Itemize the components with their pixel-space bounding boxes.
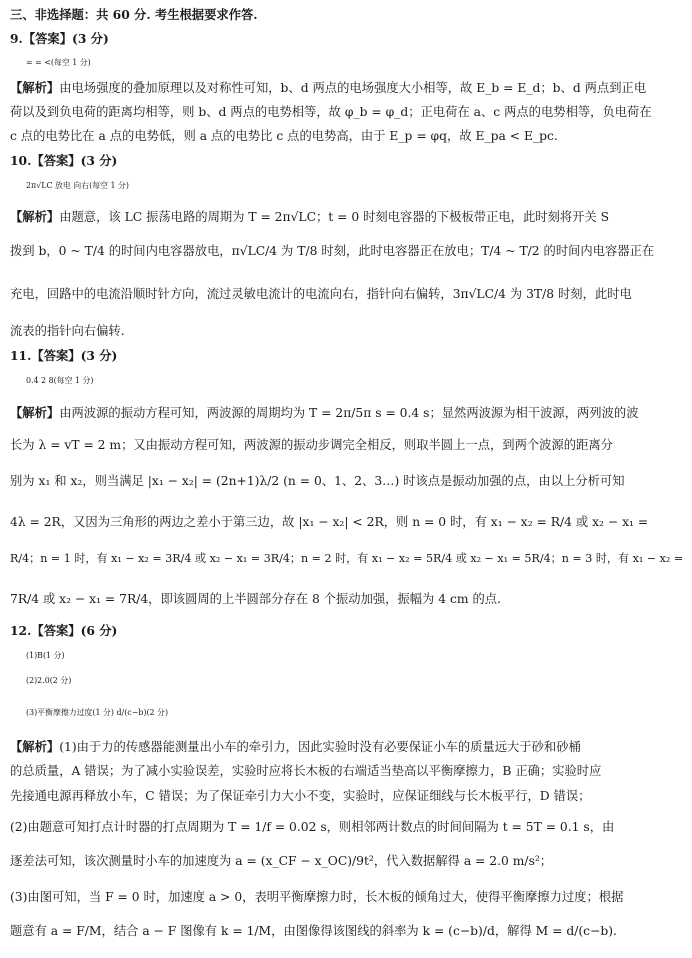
- q11-explanation-line-5: R/4；n = 1 时，有 x₁ − x₂ = 3R/4 或 x₂ − x₁ = 3R/4；n = 2 时，有 x₁ − x₂ = 5R/4 或 x₂ − x₁ = 5R/4；n = 3 时，有 x₁ − x₂ =: [10, 552, 684, 565]
- q11-answer-label: 11.【答案】(3 分): [10, 348, 118, 363]
- q12-explanation-line-6: (3)由图可知，当 F = 0 时，加速度 a > 0，表明平衡摩擦力时，长木板的倾角过大，使得平衡摩擦力过度；根据: [10, 890, 624, 904]
- q12-explanation-line-3: 先接通电源再释放小车，C 错误；为了保证牵引力大小不变，实验时，应保证细线与长木板平行，D 错误；: [10, 789, 591, 803]
- q9-explanation-line-3: c 点的电势比在 a 点的电势低，则 a 点的电势比 c 点的电势高，由于 E_p = φq，故 E_pa < E_pc.: [10, 129, 558, 143]
- q9-explanation-label: 【解析】: [10, 80, 60, 95]
- section-header: 三、非选择题：共 60 分. 考生根据要求作答.: [10, 7, 258, 22]
- q9-explanation-line-1: 【解析】由电场强度的叠加原理以及对称性可知，b、d 两点的电场强度大小相等，故 E_b = E_d；b、d 两点到正电: [10, 80, 647, 95]
- q10-explanation-label: 【解析】: [10, 209, 60, 224]
- q10-answer-label: 10.【答案】(3 分): [10, 153, 118, 168]
- q10-explanation-line-2: 拨到 b，0 ~ T/4 的时间内电容器放电，π√LC/4 为 T/8 时刻，此时电容器正在放电；T/4 ~ T/2 的时间内电容器正在: [10, 244, 655, 258]
- q12-explanation-line-7: 题意有 a = F/M，结合 a − F 图像有 k = 1/M，由图像得该图线的斜率为 k = (c−b)/d，解得 M = d/(c−b).: [10, 924, 617, 938]
- q12-explanation-line-5: 逐差法可知，该次测量时小车的加速度为 a = (x_CF − x_OC)/9t²，代入数据解得 a = 2.0 m/s²；: [10, 854, 553, 868]
- q11-answer-text: 0.4 2 8(每空 1 分): [26, 376, 94, 385]
- q9-explanation-line-2: 荷以及到负电荷的距离均相等，则 b、d 两点的电势相等，故 φ_b = φ_d；正电荷在 a、c 两点的电势相等，负电荷在: [10, 105, 652, 119]
- q10-answer-text: 2π√LC 放电 向右(每空 1 分): [26, 181, 129, 190]
- q12-answer-3: (3)平衡摩擦力过度(1 分) d/(c−b)(2 分): [26, 708, 169, 717]
- q11-explanation-line-4: 4λ = 2R，又因为三角形的两边之差小于第三边，故 |x₁ − x₂| < 2R，则 n = 0 时，有 x₁ − x₂ = R/4 或 x₂ − x₁ =: [10, 515, 649, 529]
- q9-answer-text: = = <(每空 1 分): [26, 58, 91, 67]
- q12-explanation-line-4: (2)由题意可知打点计时器的打点周期为 T = 1/f = 0.02 s，则相邻两计数点的时间间隔为 t = 5T = 0.1 s，由: [10, 820, 615, 834]
- q9-answer-label: 9.【答案】(3 分): [10, 31, 109, 46]
- q11-explanation-line-3: 别为 x₁ 和 x₂，则当满足 |x₁ − x₂| = (2n+1)λ/2 (n = 0、1、2、3…) 时该点是振动加强的点，由以上分析可知: [10, 474, 625, 488]
- q11-explanation-label: 【解析】: [10, 405, 60, 420]
- q11-explanation-line-1: 【解析】由两波源的振动方程可知，两波源的周期均为 T = 2π/5π s = 0.4 s；显然两波源为相干波源，两列波的波: [10, 405, 639, 420]
- q12-explanation-label: 【解析】: [10, 739, 60, 754]
- q12-explanation-line-1: 【解析】(1)由于力的传感器能测量出小车的牵引力，因此实验时没有必要保证小车的质量远大于砂和砂桶: [10, 739, 581, 754]
- q10-explanation-line-3: 充电，回路中的电流沿顺时针方向，流过灵敏电流计的电流向右，指针向右偏转，3π√LC/4 为 3T/8 时刻，此时电: [10, 287, 632, 301]
- q12-answer-label: 12.【答案】(6 分): [10, 623, 118, 638]
- q11-explanation-line-2: 长为 λ = vT = 2 m；又由振动方程可知，两波源的振动步调完全相反，则取半圆上一点，到两个波源的距离分: [10, 438, 613, 452]
- q10-explanation-line-4: 流表的指针向右偏转.: [10, 324, 125, 338]
- q12-answer-2: (2)2.0(2 分): [26, 676, 72, 685]
- q11-explanation-line-6: 7R/4 或 x₂ − x₁ = 7R/4，即该圆周的上半圆部分存在 8 个振动加强，振幅为 4 cm 的点.: [10, 592, 501, 606]
- q12-explanation-line-2: 的总质量，A 错误；为了减小实验误差，实验时应将长木板的右端适当垫高以平衡摩擦力，B 正确；实验时应: [10, 764, 602, 778]
- q12-answer-1: (1)B(1 分): [26, 651, 65, 660]
- q10-explanation-line-1: 【解析】由题意，该 LC 振荡电路的周期为 T = 2π√LC；t = 0 时刻电容器的下极板带正电，此时刻将开关 S: [10, 209, 610, 224]
